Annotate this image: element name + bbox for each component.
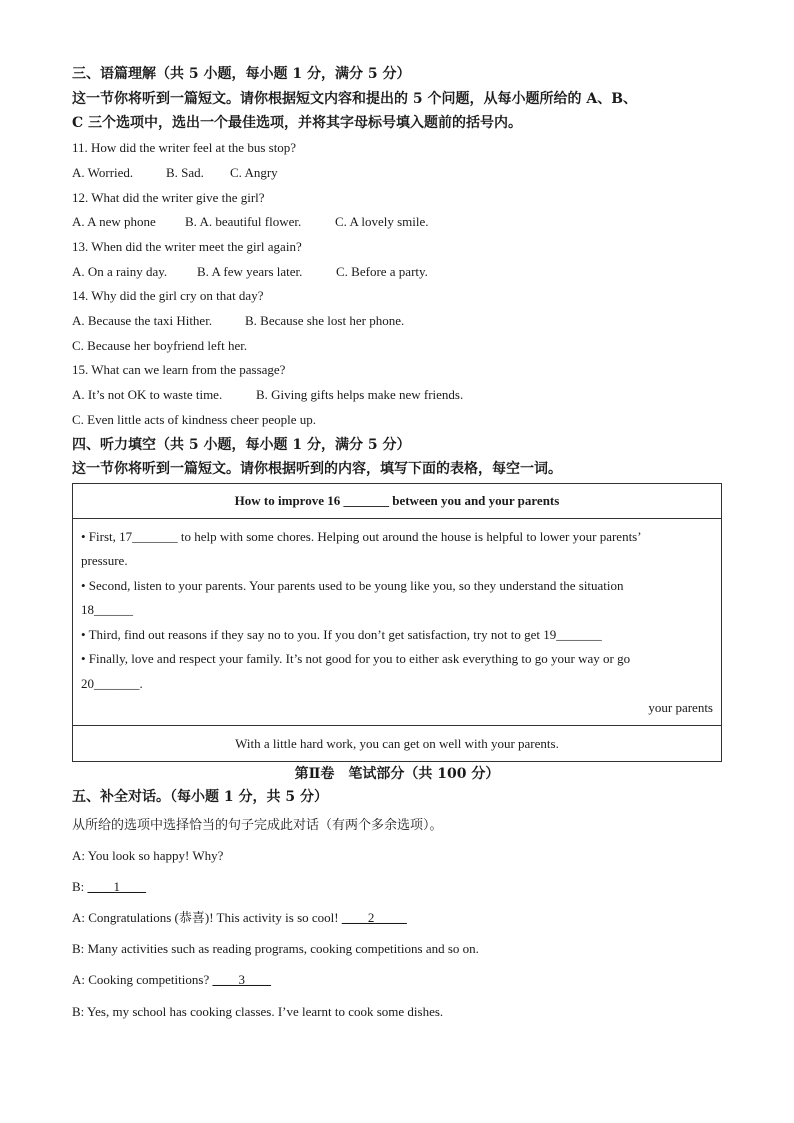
dialog-text: A: You look so happy! Why? (72, 847, 224, 863)
option-c: C. Angry (230, 164, 278, 180)
dialog-line (72, 871, 722, 902)
question-11-options (72, 161, 722, 186)
dialog-text: B: (72, 878, 88, 894)
option-b: B. Sad. (166, 164, 204, 180)
option-a: A. Worried. (72, 164, 134, 180)
question-15-option-c: C. Even little acts of kindness cheer people up. (72, 411, 317, 427)
listening-table (72, 483, 722, 762)
option-a: A. On a rainy day. (72, 263, 168, 279)
dialog-text: A: Cooking competitions? (72, 972, 213, 988)
question-14: 14. Why did the girl cry on that day? (72, 288, 264, 304)
dialog-text: B: Yes, my school has cooking classes. I’ve learnt to cook some dishes. (72, 1003, 444, 1019)
dialog-line (72, 840, 722, 871)
dialog-text: A: Congratulations (恭喜)! This activity is so cool! (72, 910, 342, 926)
table-row: • First, 17_______ to help with some chores. Helping out around the house is helpful to lower your parents’ (81, 528, 642, 544)
option-b: B. A. beautiful flower. (185, 214, 302, 230)
dialog-line (72, 902, 722, 933)
section3-instruction-line1: 这一节你将听到一篇短文。请你根据短文内容和提出的 5 个问题，从每小题所给的 A、B、 (72, 90, 638, 107)
option-c: C. A lovely smile. (335, 214, 429, 230)
option-b: B. A few years later. (197, 263, 303, 279)
table-row: pressure. (81, 553, 128, 569)
option-a: A. It’s not OK to waste time. (72, 387, 223, 403)
blank-1[interactable]: ____1____ (87, 878, 147, 894)
question-12-options (72, 210, 722, 235)
question-13-options (72, 260, 722, 285)
option-a: A. Because the taxi Hither. (72, 313, 213, 329)
option-a: A. A new phone (72, 214, 156, 230)
question-14-options (72, 309, 722, 334)
table-right-text: your parents (648, 700, 713, 716)
section5-instruction: 从所给的选项中选择恰当的句子完成此对话（有两个多余选项）。 (72, 816, 443, 832)
table-row: • Second, listen to your parents. Your parents used to be young like you, so they understand the situation (81, 577, 624, 593)
option-b: B. Because she lost her phone. (245, 313, 405, 329)
option-c: C. Before a party. (336, 263, 428, 279)
blank-3[interactable]: ____3____ (212, 972, 271, 988)
exam-page (72, 62, 722, 1027)
table-body (73, 519, 721, 725)
section3-instruction-line2: C 三个选项中，选出一个最佳选项，并将其字母标号填入题前的括号内。 (72, 115, 523, 132)
table-row: • Finally, love and respect your family. It’s not good for you to either ask everything to go your way or go (81, 651, 631, 667)
dialog-text: B: Many activities such as reading programs, cooking competitions and so on. (72, 941, 479, 957)
question-11: 11. How did the writer feel at the bus stop? (72, 140, 297, 156)
table-row: • Third, find out reasons if they say no to you. If you don’t get satisfaction, try not to get 19_______ (81, 626, 602, 642)
table-row: 18______ (81, 602, 133, 618)
question-12: 12. What did the writer give the girl? (72, 189, 265, 205)
section3-heading: 三、语篇理解（共 5 小题，每小题 1 分，满分 5 分） (72, 66, 411, 82)
table-row: 20_______. (81, 675, 143, 691)
blank-2[interactable]: ____2_____ (341, 910, 407, 926)
section5-heading: 五、补全对话。（每小题 1 分，共 5 分） (72, 788, 328, 805)
part2-title: 第Ⅱ卷 笔试部分（共 100 分） (294, 765, 500, 782)
question-14-option-c: C. Because her boyfriend left her. (72, 337, 248, 353)
dialog-line (72, 996, 722, 1027)
question-15: 15. What can we learn from the passage? (72, 362, 286, 378)
section4-instruction: 这一节你将听到一篇短文。请你根据听到的内容，填写下面的表格，每空一词。 (72, 461, 562, 478)
dialog-line (72, 933, 722, 964)
dialog-line (72, 964, 722, 995)
table-title: How to improve 16 _______ between you and your parents (73, 484, 721, 519)
option-b: B. Giving gifts helps make new friends. (256, 387, 464, 403)
table-footer: With a little hard work, you can get on well with your parents. (73, 725, 721, 761)
section4-heading: 四、听力填空（共 5 小题，每小题 1 分，满分 5 分） (72, 436, 411, 453)
question-15-options (72, 383, 722, 408)
question-13: 13. When did the writer meet the girl again? (72, 238, 302, 254)
